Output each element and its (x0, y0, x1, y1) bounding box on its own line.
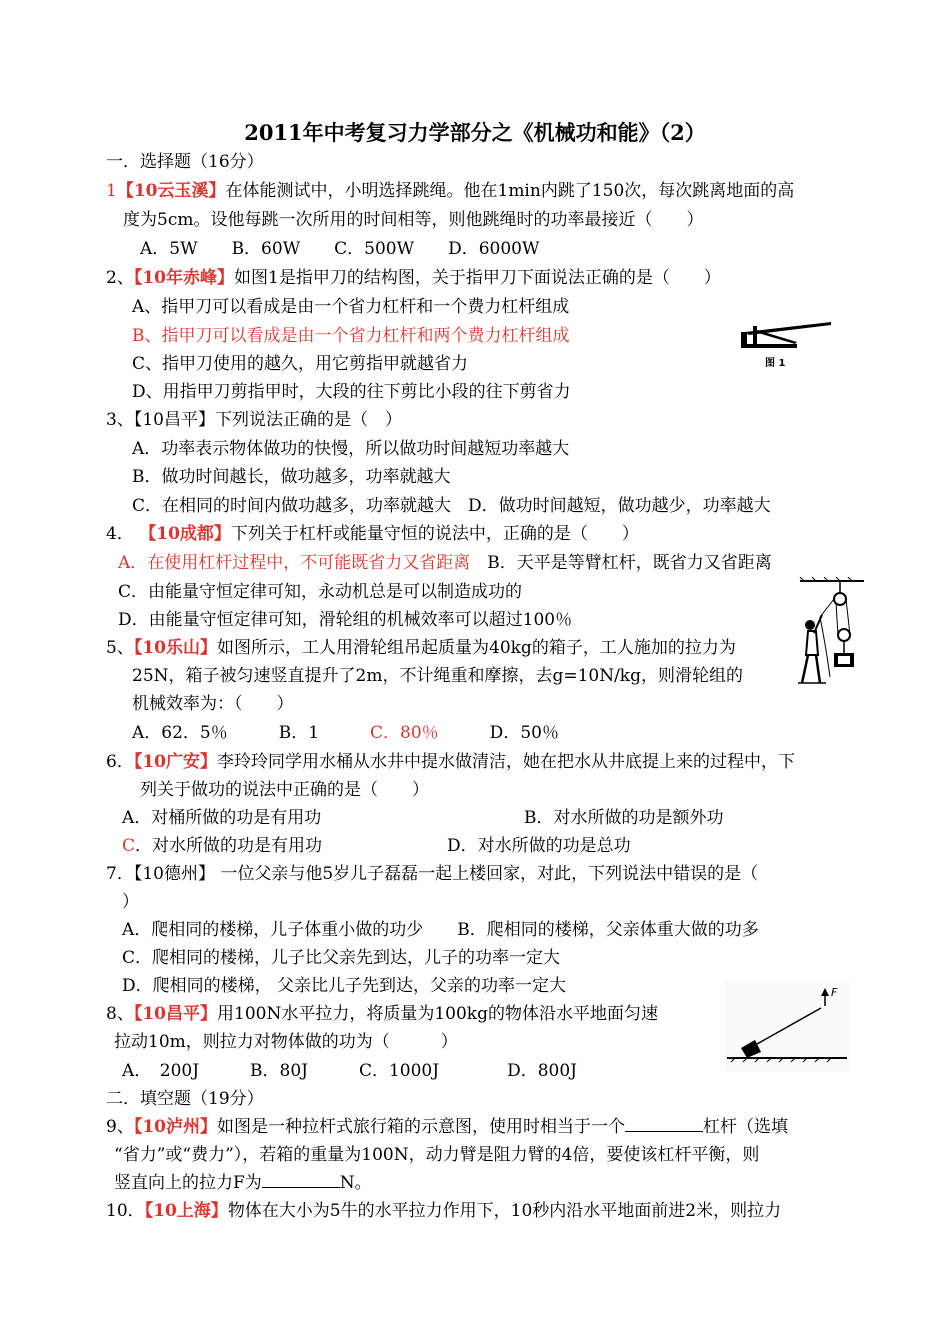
page-title: 2011年中考复习力学部分之《机械功和能》（2） (244, 120, 706, 145)
question-number: 1 (106, 181, 117, 201)
question-3-options-cd: C．在相同的时间内做功越多，功率就越大 D．做功时间越短，做功越少，功率越大 (132, 496, 771, 516)
question-source-tag: 【10云玉溪】 (116, 181, 226, 201)
question-1-line-2: 度为5cm。设他每跳一次所用的时间相等，则他跳绳时的功率最接近（ ） (123, 210, 704, 230)
question-6-line-2: 列关于做功的说法中正确的是（ ） (140, 780, 429, 800)
question-4-option-d: D．由能量守恒定律可知，滑轮组的机械效率可以超过100％ (118, 610, 573, 630)
worker-body (806, 631, 818, 655)
force-label: F (831, 986, 838, 999)
question-7-line-1: 7．【10德州】 一位父亲与他5岁儿子磊磊一起上楼回家，对此，下列说法中错误的是（ (106, 864, 759, 884)
question-3-line-1 (106, 409, 402, 431)
question-5-option-c: C．80％ (370, 723, 439, 743)
question-text: 用100N水平拉力，将质量为100kg的物体沿水平地面匀速 (217, 1004, 658, 1024)
question-text-cont: 杠杆（选填 (703, 1117, 788, 1137)
answer-blank-lever-type[interactable] (625, 1117, 703, 1132)
question-text: 如图是一种拉杆式旅行箱的示意图，使用时相当于一个 (217, 1117, 625, 1137)
question-number: 8、 (106, 1004, 134, 1024)
question-text: 竖直向上的拉力F为 (114, 1173, 262, 1193)
question-text: 在体能测试中，小明选择跳绳。他在1min内跳了150次，每次跳离地面的高 (225, 181, 795, 201)
clipper-blade (755, 330, 797, 344)
question-4-options-ab (118, 552, 772, 574)
nail-clipper-figure (735, 318, 835, 372)
question-5-option-d: D．50％ (438, 723, 559, 743)
question-8-line-2: 拉动10m，则拉力对物体做的功为（ ） (114, 1032, 458, 1052)
question-3-option-a: A．功率表示物体做功的快慢，所以做功时间越短功率越大 (132, 439, 570, 459)
question-5-line-1 (106, 637, 736, 659)
section-heading-fill: 二．填空题（19分） (106, 1089, 264, 1109)
pulley-worker-figure (796, 577, 866, 689)
question-5-options (132, 722, 559, 744)
question-1-line-1 (106, 180, 794, 202)
question-source-tag: 【10成都】 (139, 524, 231, 544)
movable-pulley (838, 629, 850, 641)
question-2-option-a: A、指甲刀可以看成是由一个省力杠杆和一个费力杠杆组成 (132, 297, 570, 317)
question-text: 如图所示，工人用滑轮组吊起质量为40kg的箱子，工人施加的拉力为 (217, 638, 736, 658)
question-5-options-ab: A．62．5％ B．1 (132, 723, 371, 743)
question-source-tag: 【10昌平】 (133, 410, 215, 430)
question-6-option-c-text: ．对水所做的功是有用功 (135, 836, 323, 856)
incline-pull-figure (725, 982, 850, 1072)
question-7-options-ab: A．爬相同的楼梯，儿子体重小做的功少 B．爬相同的楼梯，父亲体重大做的功多 (122, 920, 759, 940)
answer-blank-force[interactable] (262, 1173, 340, 1188)
question-source-tag: 【10广安】 (133, 752, 217, 772)
clipper-pin (753, 326, 757, 346)
question-4-option-a: A．在使用杠杆过程中，不可能既省力又省距离 (118, 553, 471, 573)
question-9-line-2: “省力”或“费力”），若箱的重量为100N，动力臂是阻力臂的4倍，要使该杠杆平衡，则 (114, 1145, 760, 1165)
question-source-tag: 【10上海】 (144, 1201, 228, 1221)
question-10-line-1 (106, 1200, 781, 1222)
question-6-option-d: D．对水所做的功是总功 (447, 836, 631, 856)
question-9-line-1 (106, 1116, 788, 1138)
question-4-option-b: B．天平是等臂杠杆，既省力又省距离 (470, 553, 772, 573)
question-6-option-b: B．对水所做的功是额外功 (524, 808, 724, 828)
question-6-option-a: A．对桶所做的功是有用功 (122, 808, 322, 828)
question-6-option-c: C．对水所做的功是有用功 (122, 836, 323, 856)
question-text: 如图1是指甲刀的结构图，关于指甲刀下面说法正确的是（ ） (234, 268, 721, 288)
question-number: 9、 (106, 1117, 134, 1137)
question-text: 物体在大小为5牛的水平拉力作用下，10秒内沿水平地面前进2米，则拉力 (227, 1201, 782, 1221)
question-source-tag: 【10昌平】 (133, 1004, 217, 1024)
question-number: 2、 (106, 268, 134, 288)
question-2-line-1 (106, 267, 721, 289)
question-8-line-1 (106, 1003, 658, 1025)
question-1-options: A．5W B．60W C．500W D．6000W (140, 239, 540, 259)
question-3-option-b: B．做功时间越长，做功越多，功率就越大 (132, 467, 451, 487)
question-2-option-c: C、指甲刀使用的越久，用它剪指甲就越省力 (132, 354, 469, 374)
question-text: 下列说法正确的是（ ） (214, 410, 402, 430)
rope (820, 599, 834, 617)
question-2-option-d: D、用指甲刀剪指甲时，大段的往下剪比小段的往下剪省力 (132, 382, 571, 402)
question-source-tag: 【10乐山】 (133, 638, 217, 658)
question-5-line-2: 25N，箱子被匀速竖直提升了2m，不计绳重和摩擦，去g=10N/kg，则滑轮组的 (132, 666, 743, 686)
question-7-line-2: ） (122, 892, 139, 912)
question-7-option-c: C．爬相同的楼梯，儿子比父亲先到达，儿子的功率一定大 (122, 948, 561, 968)
question-4-option-c: C．由能量守恒定律可知，永动机总是可以制造成功的 (118, 582, 523, 602)
question-text: 李玲玲同学用水桶从水井中提水做清洁，她在把水从井底提上来的过程中，下 (217, 752, 795, 772)
question-8-options: A． 200J B．80J C．1000J D．800J (122, 1061, 577, 1081)
question-source-tag: 【10泸州】 (133, 1117, 217, 1137)
question-number: 5、 (106, 638, 134, 658)
worker-head (805, 620, 815, 630)
question-number: 6． (106, 752, 134, 772)
question-4-line-1 (106, 523, 639, 545)
clipper-upper-lever (745, 322, 831, 335)
question-2-option-b: B、指甲刀可以看成是由一个省力杠杆和两个费力杠杆组成 (132, 326, 570, 346)
question-6-line-1 (106, 751, 795, 773)
question-number: 3、 (106, 410, 134, 430)
question-5-line-3: 机械效率为：（ ） (132, 694, 294, 714)
question-source-tag: 【10年赤峰】 (133, 268, 234, 288)
section-heading-choice: 一．选择题（16分） (106, 152, 264, 172)
question-7-option-d: D．爬相同的楼梯， 父亲比儿子先到达，父亲的功率一定大 (122, 976, 567, 996)
question-text-unit: N。 (339, 1173, 372, 1193)
figure-label: 图 1 (765, 358, 786, 369)
question-number: 10． (106, 1201, 145, 1221)
question-text: 下列关于杠杆或能量守恒的说法中，正确的是（ ） (230, 524, 639, 544)
question-number: 4． (106, 524, 134, 544)
question-9-line-3 (114, 1172, 372, 1194)
